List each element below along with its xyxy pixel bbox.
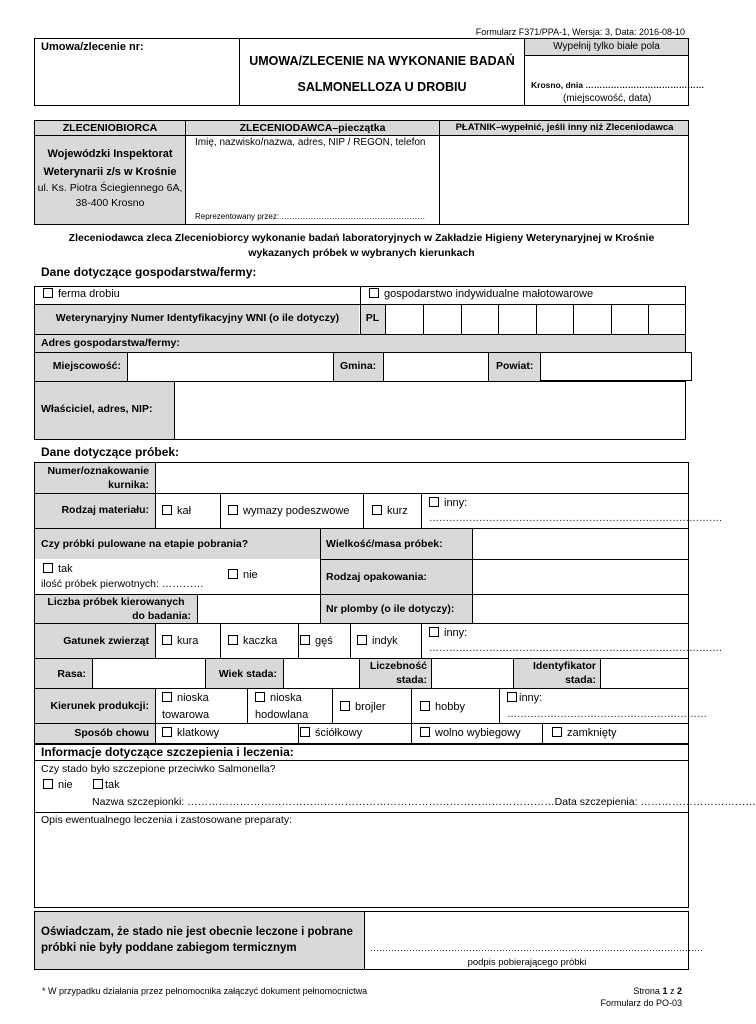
contractor-header: ZLECENIOBIORCA xyxy=(62,122,158,134)
vaccination-yes-checkbox[interactable] xyxy=(93,779,103,789)
seal-number-field[interactable] xyxy=(473,595,688,623)
form-title-line1: UMOWA/ZLECENIE NA WYKONANIE BADAŃ xyxy=(249,54,515,68)
option-poultry-farm[interactable]: ferma drobiu xyxy=(43,288,120,300)
material-dust-option[interactable]: kurz xyxy=(372,505,408,517)
pooled-yes-option[interactable]: tak xyxy=(43,563,73,575)
packaging-label: Rodzaj opakowania: xyxy=(326,571,427,583)
pooled-no-option[interactable]: nie xyxy=(228,569,258,581)
locality-label: Miejscowość: xyxy=(52,360,121,372)
direction-commercial-layer-option[interactable]: nioska xyxy=(162,692,209,704)
flock-age-field[interactable] xyxy=(284,659,359,688)
direction-breeder-layer-option[interactable]: nioska xyxy=(255,692,302,704)
direction-broiler-option[interactable]: brojler xyxy=(340,701,386,713)
species-goose-checkbox[interactable] xyxy=(300,635,310,645)
client-hint: Imię, nazwisko/nazwa, adres, NIP / REGON, telefon xyxy=(195,137,426,148)
species-duck-option[interactable]: kaczka xyxy=(228,635,277,647)
option-individual-farm[interactable]: gospodarstwo indywidualne małotowarowe xyxy=(369,288,593,300)
housing-closed-checkbox[interactable] xyxy=(552,727,562,737)
direction-commercial-layer-checkbox[interactable] xyxy=(162,692,172,702)
species-duck-checkbox[interactable] xyxy=(228,635,238,645)
species-turkey-checkbox[interactable] xyxy=(357,635,367,645)
direction-hobby-option[interactable]: hobby xyxy=(420,701,465,713)
vaccination-title: Informacje dotyczące szczepienia i leczenia: xyxy=(41,745,294,759)
treatment-label: Opis ewentualnego leczenia i zastosowane preparaty: xyxy=(41,814,292,826)
production-direction-label: Kierunek produkcji: xyxy=(50,700,149,712)
breed-label: Rasa: xyxy=(57,668,86,680)
client-stamp-field[interactable] xyxy=(190,152,435,208)
species-hen-option[interactable]: kura xyxy=(162,635,198,647)
vaccination-no-option[interactable]: nie xyxy=(43,779,73,791)
samples-count-field[interactable] xyxy=(198,595,320,623)
housing-litter-checkbox[interactable] xyxy=(300,727,310,737)
housing-free-range-option[interactable]: wolno wybiegowy xyxy=(420,727,521,739)
farm-address-label: Adres gospodarstwa/fermy: xyxy=(41,337,180,349)
owner-field[interactable] xyxy=(175,382,685,439)
poultry-farm-checkbox[interactable] xyxy=(43,288,53,298)
direction-broiler-checkbox[interactable] xyxy=(340,701,350,711)
declaration-text-line2: próbki nie były poddane zabiegom termicznym xyxy=(41,942,297,954)
place-date-field[interactable]: Krosno, dnia …………………………………… xyxy=(531,80,705,90)
housing-label: Sposób chowu xyxy=(74,727,149,739)
order-number-label: Umowa/zlecenie nr: xyxy=(41,41,144,53)
white-fields-note: Wypełnij tylko białe pola xyxy=(553,41,660,52)
payer-header: PŁATNIK–wypełnić, jeśli inny niż Zleceniodawca xyxy=(455,122,674,133)
material-faeces-option[interactable]: kał xyxy=(162,505,191,517)
county-field[interactable] xyxy=(540,352,692,381)
form-code: Formularz F371/PPA-1, Wersja: 3, Data: 2016-08-10 xyxy=(475,27,685,37)
housing-free-range-checkbox[interactable] xyxy=(420,727,430,737)
flock-id-label-line2: stada: xyxy=(565,674,596,686)
coop-label-line1: Numer/oznakowanie xyxy=(47,465,149,477)
place-date-hint: (miejscowość, data) xyxy=(563,93,652,104)
farm-section-title: Dane dotyczące gospodarstwa/fermy: xyxy=(41,265,257,279)
material-swabs-checkbox[interactable] xyxy=(228,505,238,515)
coop-label-line2: kurnika: xyxy=(108,479,149,491)
species-label: Gatunek zwierząt xyxy=(63,635,149,647)
direction-other-option[interactable]: inny: xyxy=(507,692,542,704)
samples-count-label-line2: do badania: xyxy=(132,610,191,622)
material-other-field[interactable]: ……………………………………………………………………………. xyxy=(429,513,722,524)
direction-breeder-layer-checkbox[interactable] xyxy=(255,692,265,702)
vaccine-name-date-field[interactable]: Nazwa szczepionki: ……………………………………………………………………………………………Data szczepienia: …………………………… xyxy=(92,796,756,808)
material-faeces-checkbox[interactable] xyxy=(162,505,172,515)
contractor-name-line2: Weterynarii z/s w Krośnie xyxy=(43,166,177,178)
sample-size-field[interactable] xyxy=(473,529,688,559)
individual-farm-checkbox[interactable] xyxy=(369,288,379,298)
coop-field[interactable] xyxy=(156,463,688,493)
flock-id-label-line1: Identyfikator xyxy=(532,660,596,672)
housing-cage-option[interactable]: klatkowy xyxy=(162,727,219,739)
direction-other-checkbox[interactable] xyxy=(507,692,517,702)
primary-samples-count[interactable]: ilość próbek pierwotnych: ………… xyxy=(41,578,204,590)
payer-field[interactable] xyxy=(442,138,686,222)
pooled-no-checkbox[interactable] xyxy=(228,569,238,579)
housing-closed-option[interactable]: zamknięty xyxy=(552,727,617,739)
wni-label: Weterynaryjny Numer Identyfikacyjny WNI (o ile dotyczy) xyxy=(55,312,340,324)
material-swabs-option[interactable]: wymazy podeszwowe xyxy=(228,505,349,517)
owner-label: Właściciel, adres, NIP: xyxy=(41,403,153,415)
locality-field[interactable] xyxy=(128,353,333,381)
page-number: Strona 1 z 2 xyxy=(633,986,682,996)
species-other-field[interactable]: ……………………………………………………………………………. xyxy=(429,643,722,654)
contractor-address-line2: 38-400 Krosno xyxy=(75,197,145,209)
material-label: Rodzaj materiału: xyxy=(61,504,149,516)
flock-size-field[interactable] xyxy=(432,659,513,688)
contractor-name-line1: Wojewódzki Inspektorat xyxy=(47,148,173,160)
samples-count-label-line1: Liczba próbek kierowanych xyxy=(47,596,185,608)
housing-litter-option[interactable]: ściółkowy xyxy=(300,727,362,739)
commune-label: Gmina: xyxy=(340,360,377,372)
intro-line1: Zleceniodawca zleca Zleceniobiorcy wykonanie badań laboratoryjnych w Zakładzie Higieny Weterynaryjnej w Krośnie xyxy=(68,232,655,244)
treatment-field[interactable] xyxy=(35,828,688,907)
species-turkey-option[interactable]: indyk xyxy=(357,635,398,647)
client-header: ZLECENIODAWCA–pieczątka xyxy=(239,122,386,134)
signature-label: podpis pobierającego próbki xyxy=(467,957,587,968)
pooled-question: Czy próbki pulowane na etapie pobrania? xyxy=(41,538,249,550)
packaging-field[interactable] xyxy=(473,560,688,594)
material-other-option[interactable]: inny: xyxy=(429,497,467,509)
intro-line2: wykazanych próbek w wybranych kierunkach xyxy=(248,247,475,259)
pooled-yes-checkbox[interactable] xyxy=(43,563,53,573)
flock-id-field[interactable] xyxy=(601,659,688,688)
county-label: Powiat: xyxy=(496,360,534,372)
flock-age-label: Wiek stada: xyxy=(218,668,277,680)
vaccination-yes-option[interactable]: tak xyxy=(93,779,120,791)
sample-size-label: Wielkość/masa próbek: xyxy=(326,538,443,550)
material-dust-checkbox[interactable] xyxy=(372,505,382,515)
flock-size-label-line2: stada: xyxy=(396,674,427,686)
contractor-address-line1: ul. Ks. Piotra Ściegiennego 6A, xyxy=(37,182,183,194)
breed-field[interactable] xyxy=(93,659,205,688)
attachment-label: Formularz do PO-03 xyxy=(600,998,682,1008)
samples-section-title: Dane dotyczące próbek: xyxy=(41,445,180,459)
commune-field[interactable] xyxy=(384,353,488,381)
direction-other-field[interactable]: …………………………………………………… xyxy=(507,709,707,720)
represented-by[interactable]: Reprezentowany przez: ……………………………………………… xyxy=(195,212,426,221)
footer-note: * W przypadku działania przez pełnomocnika załączyć dokument pełnomocnictwa xyxy=(42,986,368,996)
vaccination-question: Czy stado było szczepione przeciwko Salmonella? xyxy=(41,763,276,775)
vaccination-no-checkbox[interactable] xyxy=(43,779,53,789)
species-other-checkbox[interactable] xyxy=(429,627,439,637)
flock-size-label-line1: Liczebność xyxy=(369,660,427,672)
species-goose-option[interactable]: gęś xyxy=(300,635,333,647)
seal-number-label: Nr plomby (o ile dotyczy): xyxy=(326,603,455,615)
species-other-option[interactable]: inny: xyxy=(429,627,467,639)
direction-hobby-checkbox[interactable] xyxy=(420,701,430,711)
declaration-text-line1: Oświadczam, że stado nie jest obecnie leczone i pobrane xyxy=(41,926,353,938)
signature-field[interactable]: ………………………………………………………………………………………………… xyxy=(370,943,703,953)
wni-pl-prefix: PL xyxy=(365,312,380,324)
form-title-line2: SALMONELLOZA U DROBIU xyxy=(297,80,467,94)
material-other-checkbox[interactable] xyxy=(429,497,439,507)
species-hen-checkbox[interactable] xyxy=(162,635,172,645)
housing-cage-checkbox[interactable] xyxy=(162,727,172,737)
